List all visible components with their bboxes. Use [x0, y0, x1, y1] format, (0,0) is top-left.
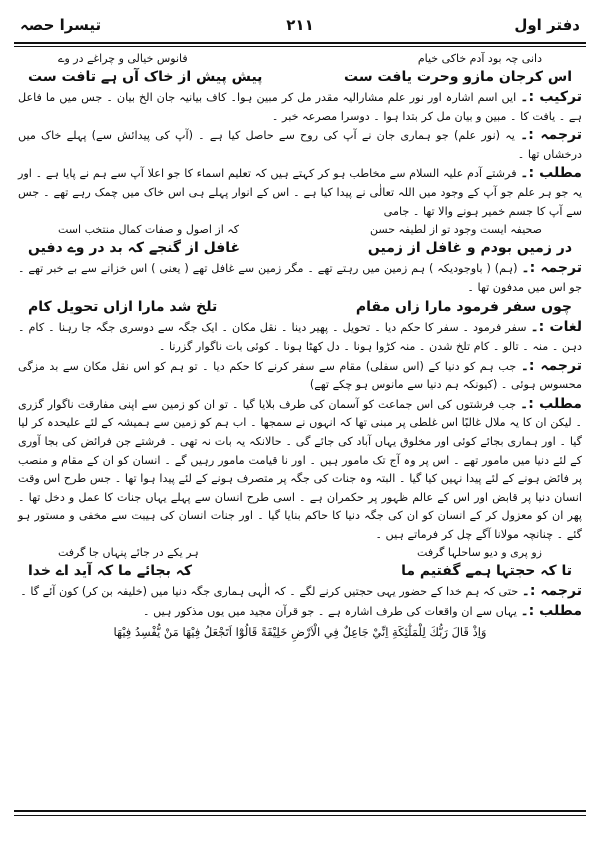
commentary-paragraph	[18, 126, 582, 164]
commentary-paragraph	[18, 602, 582, 622]
commentary-paragraph	[18, 88, 582, 126]
verse-hemistich-left: تلخ شد مارا ازاں تحویل کام	[28, 299, 218, 316]
commentary-paragraph	[18, 582, 582, 602]
page-header	[14, 10, 586, 42]
paragraph-text: یہاں سے ان واقعات کی طرف اشارہ ہے ۔ جو قرآن مجید میں یوں مذکور ہیں ۔	[143, 605, 521, 619]
verse-hemistich-right: صحیفہ ایست وجود تو از لطیفہ حسن	[370, 223, 542, 237]
paragraph-text: حتی کہ ہم خدا کے حضور یہی حجتیں کرنے لگے ۔ کہ الٰہی ہماری جگہ دنیا میں (خلیفہ بن کر) کون آئے گا ۔	[20, 585, 522, 599]
verse-hemistich-left: غافل از گنجے کہ بد در وے دفیں	[28, 240, 241, 257]
paragraph-text: ایں اسم اشارہ اور نور علم مشارالیہ مقدر مل کر مبین ہوا۔ کاف بیانیہ جان الخ بیان ۔ جس میں ما فاعل ہے ۔ یافت کا ۔ مبین و بیان مل کر بتدا ہوا ۔ دوسرا مصرعہ خبر ۔	[18, 91, 582, 123]
page-body	[18, 50, 582, 806]
section-label: ترجمہ :۔	[521, 583, 582, 600]
verse-couplet	[18, 238, 582, 259]
commentary-paragraph	[18, 259, 582, 297]
verse-hemistich-left: ہر یکے در جائے پنہاں جا گرفت	[58, 546, 199, 560]
verse-hemistich-left: فانوس خیالی و چراغے در وے	[58, 52, 188, 65]
paragraph-text: فرشتے آدم علیہ السلام سے مخاطب ہو کر کہتے ہیں کہ تعلیم اسماء کا جو اعلا آپ سے ہم نے پایا ہے ۔ اور یہ جو ہر علم جو آپ کے وجود میں اللہ تعالٰی نے پیدا کیا ہے ۔ اس کے انوار پہلے ہی اس خاک میں چمک رہے تھے ۔ جس سے آپ کا جسم خمیر ہونے والا تھا ۔ جامی	[18, 167, 582, 218]
section-label: ترجمہ :۔	[521, 260, 582, 277]
footer-rule	[14, 810, 586, 812]
verse-couplet	[18, 50, 582, 67]
part-title: تیسرا حصہ	[20, 16, 102, 34]
paragraph-text: جب ہم کو دنیا کے (اس سفلی) مقام سے سفر کرنے کا حکم دیا ۔ تو ہم کو اس نقل مکان سے بد مزگی محسوس ہوئی ۔ (کیونکہ ہم دنیا سے مانوس ہو چکے تھے)	[18, 359, 582, 392]
verse-hemistich-left: کہ از اصول و صفات کمال منتخب است	[58, 223, 239, 237]
verse-couplet	[18, 561, 582, 582]
verse-hemistich-right: تا کہ حجتہا ہمے گفتیم ما	[401, 563, 572, 580]
section-label: مطلب :۔	[520, 395, 582, 412]
section-label: مطلب :۔	[520, 165, 582, 182]
verse-hemistich-right: چوں سفر فرمود مارا زاں مقام	[355, 299, 572, 316]
verse-hemistich-right: زو پری و دیو ساحلہا گرفت	[417, 546, 542, 560]
verse-couplet	[18, 297, 582, 318]
verse-hemistich-right: در زمیں بودم و غافل از زمیں	[367, 240, 572, 257]
quran-verse: وَاِذْ قَالَ رَبُّكَ لِلْمَلٰٓئِكَةِ اِنِّيْ جَاعِلٌ فِي الْاَرْضِ خَلِيْفَةً قَالُوْٓا اَتَجْعَلُ فِيْهَا مَنْ يُّفْسِدُ فِيْهَا	[113, 624, 487, 639]
verse-couplet	[18, 544, 582, 561]
header-rule	[14, 42, 586, 44]
section-label: ترجمہ :۔	[520, 127, 582, 144]
book-section-title: دفتر اول	[514, 16, 580, 34]
paragraph-text: (ہم) ( باوجودیکہ ) ہم زمین میں رہتے تھے ۔ مگر زمین سے غافل تھے ( یعنی ) اس خزانے سے بے خبر تھے ۔ جو اس میں مدفون تھا ۔	[18, 262, 582, 294]
commentary-paragraph	[18, 318, 582, 356]
verse-hemistich-left: کہ بجائے ما کہ آید اے خدا	[28, 563, 193, 580]
commentary-paragraph	[18, 164, 582, 221]
page	[14, 10, 586, 835]
paragraph-text: یہ (نور علم) جو ہماری جان نے آپ کی روح سے حاصل کیا ہے ۔ (آپ کی پیدائش سے) پہلے خاک میں درخشاں تھا ۔	[18, 129, 582, 161]
commentary-paragraph	[18, 357, 582, 395]
paragraph-text: سفر فرمود ۔ سفر کا حکم دیا ۔ تحویل ۔ پھیر دینا ۔ نقل مکان ۔ ایک جگہ سے دوسری جگہ جا رہنا ۔ کام ۔ دہن ۔ منہ ۔ تالو ۔ کام تلخ شدن ۔ منہ کڑوا ہونا ۔ دل کھٹا ہونا ۔ کوئی بات ناگوار گزرنا ۔	[18, 321, 582, 353]
verse-hemistich-left: پیش پیش از خاک آں ہے تافت ست	[28, 69, 263, 85]
verse-hemistich-right: اس کرجان مازو وحرت یافت ست	[344, 69, 572, 85]
paragraph-text: جب فرشتوں کی اس جماعت کو آسمان کی طرف بلایا گیا ۔ تو ان کو زمین سے اپنی مفارقت ناگوار گزری ۔ لیکن ان کا یہ ملال غالبًا اس غلطی پر مبنی تھا کہ انہوں نے سمجھا ۔ اب ہم کو زمین سے ہمیشہ کے لئے علیحدہ کر لیا گیا ۔ اور ہماری بجائے کوئی اور مخلوق یہاں آباد کی جائے گی ۔ حالانکہ یہ بات نہ تھی ۔ فرشتے جن فرائض کی بجا آوری کے لئے دنیا میں مامور تھے ۔ اس پر وہ آج تک مامور ہیں ۔ اور نا قیامت مامور رہیں گے ۔ انسان کو ان کے مقام و منصب پر فائض ہونے کے لئے پیدا نہیں کیا گیا ۔ البتہ وہ جنات کی جگہ پر متصرف ہونے کے لئے پیدا ہوا تھا ۔ جس طرح اس وقت انسان دنیا پر قابض اور اس کے عالم ظہور پر حکمران ہے ۔ اسی طرح انسان سے پہلے یہاں جنات کا عمل و دخل تھا ۔ پھر ان کو معزول کر کے انسان کو ان کی جگہ دنیا کا حاکم بنایا گیا ۔ اور جنات انسان کی ہیبت سے مخفی و مستور ہو گئے ۔ چنانچہ مولانا آگے چل کر فرماتے ہیں ۔	[18, 397, 582, 541]
verse-couplet	[18, 67, 582, 88]
verse-couplet	[18, 221, 582, 238]
section-label: ترجمہ :۔	[520, 357, 582, 374]
section-label: ترکیب :۔	[520, 89, 582, 105]
section-label: مطلب :۔	[520, 603, 582, 620]
section-label: لغات :۔	[530, 319, 582, 336]
verse-hemistich-right: دانی چہ بود آدم خاکی خیام	[417, 52, 542, 65]
header-rule-thin	[14, 46, 586, 47]
page-number: ۲۱۱	[286, 16, 314, 34]
footer-rule-thin	[14, 815, 586, 816]
commentary-paragraph	[18, 395, 582, 545]
